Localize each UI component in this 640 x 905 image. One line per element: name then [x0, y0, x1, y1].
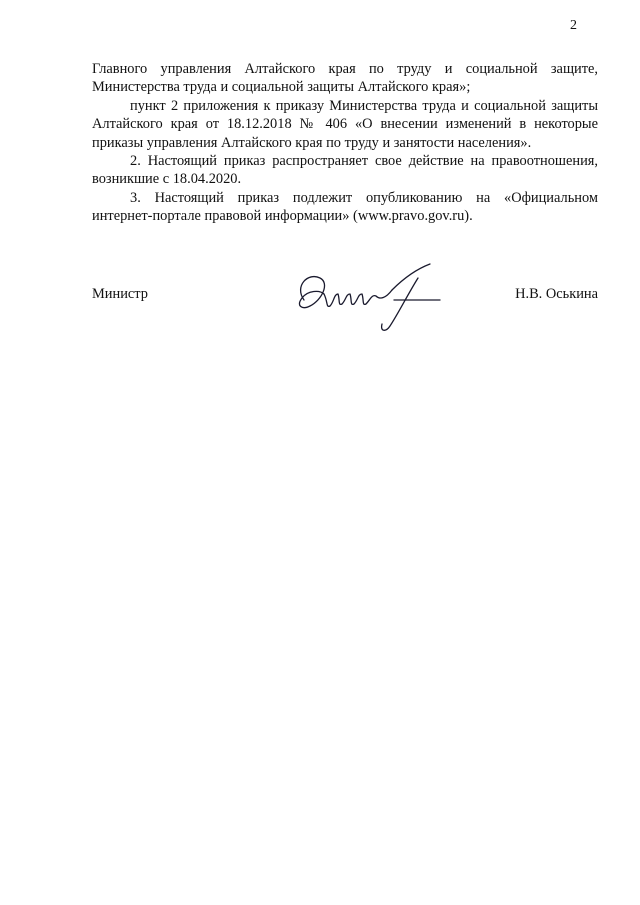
- handwritten-signature-icon: [290, 260, 450, 340]
- paragraph-clause-2: 2. Настоящий приказ распространяет свое действие на правоотношения, возникшие с 18.04.2020.: [92, 153, 598, 188]
- signer-name: Н.В. Оськина: [515, 286, 598, 302]
- paragraph-item-point-2: пункт 2 приложения к приказу Министерства труда и социальной защиты Алтайского края от 18.12.2018 № 406 «О внесении изменений в некоторые приказы управления Алтайского края по труду и занятости населения».: [92, 97, 598, 151]
- signature-block: [92, 260, 598, 340]
- paragraph-continuation: Главного управления Алтайского края по труду и социальной защите, Министерства труда и социальной защиты Алтайского края»;: [92, 61, 598, 96]
- document-body: [92, 60, 598, 226]
- page-number: 2: [570, 18, 577, 33]
- signer-position: Министр: [92, 286, 148, 302]
- paragraph-clause-3: 3. Настоящий приказ подлежит опубликованию на «Официальном интернет-портале правовой информации» (www.pravo.gov.ru).: [92, 189, 598, 225]
